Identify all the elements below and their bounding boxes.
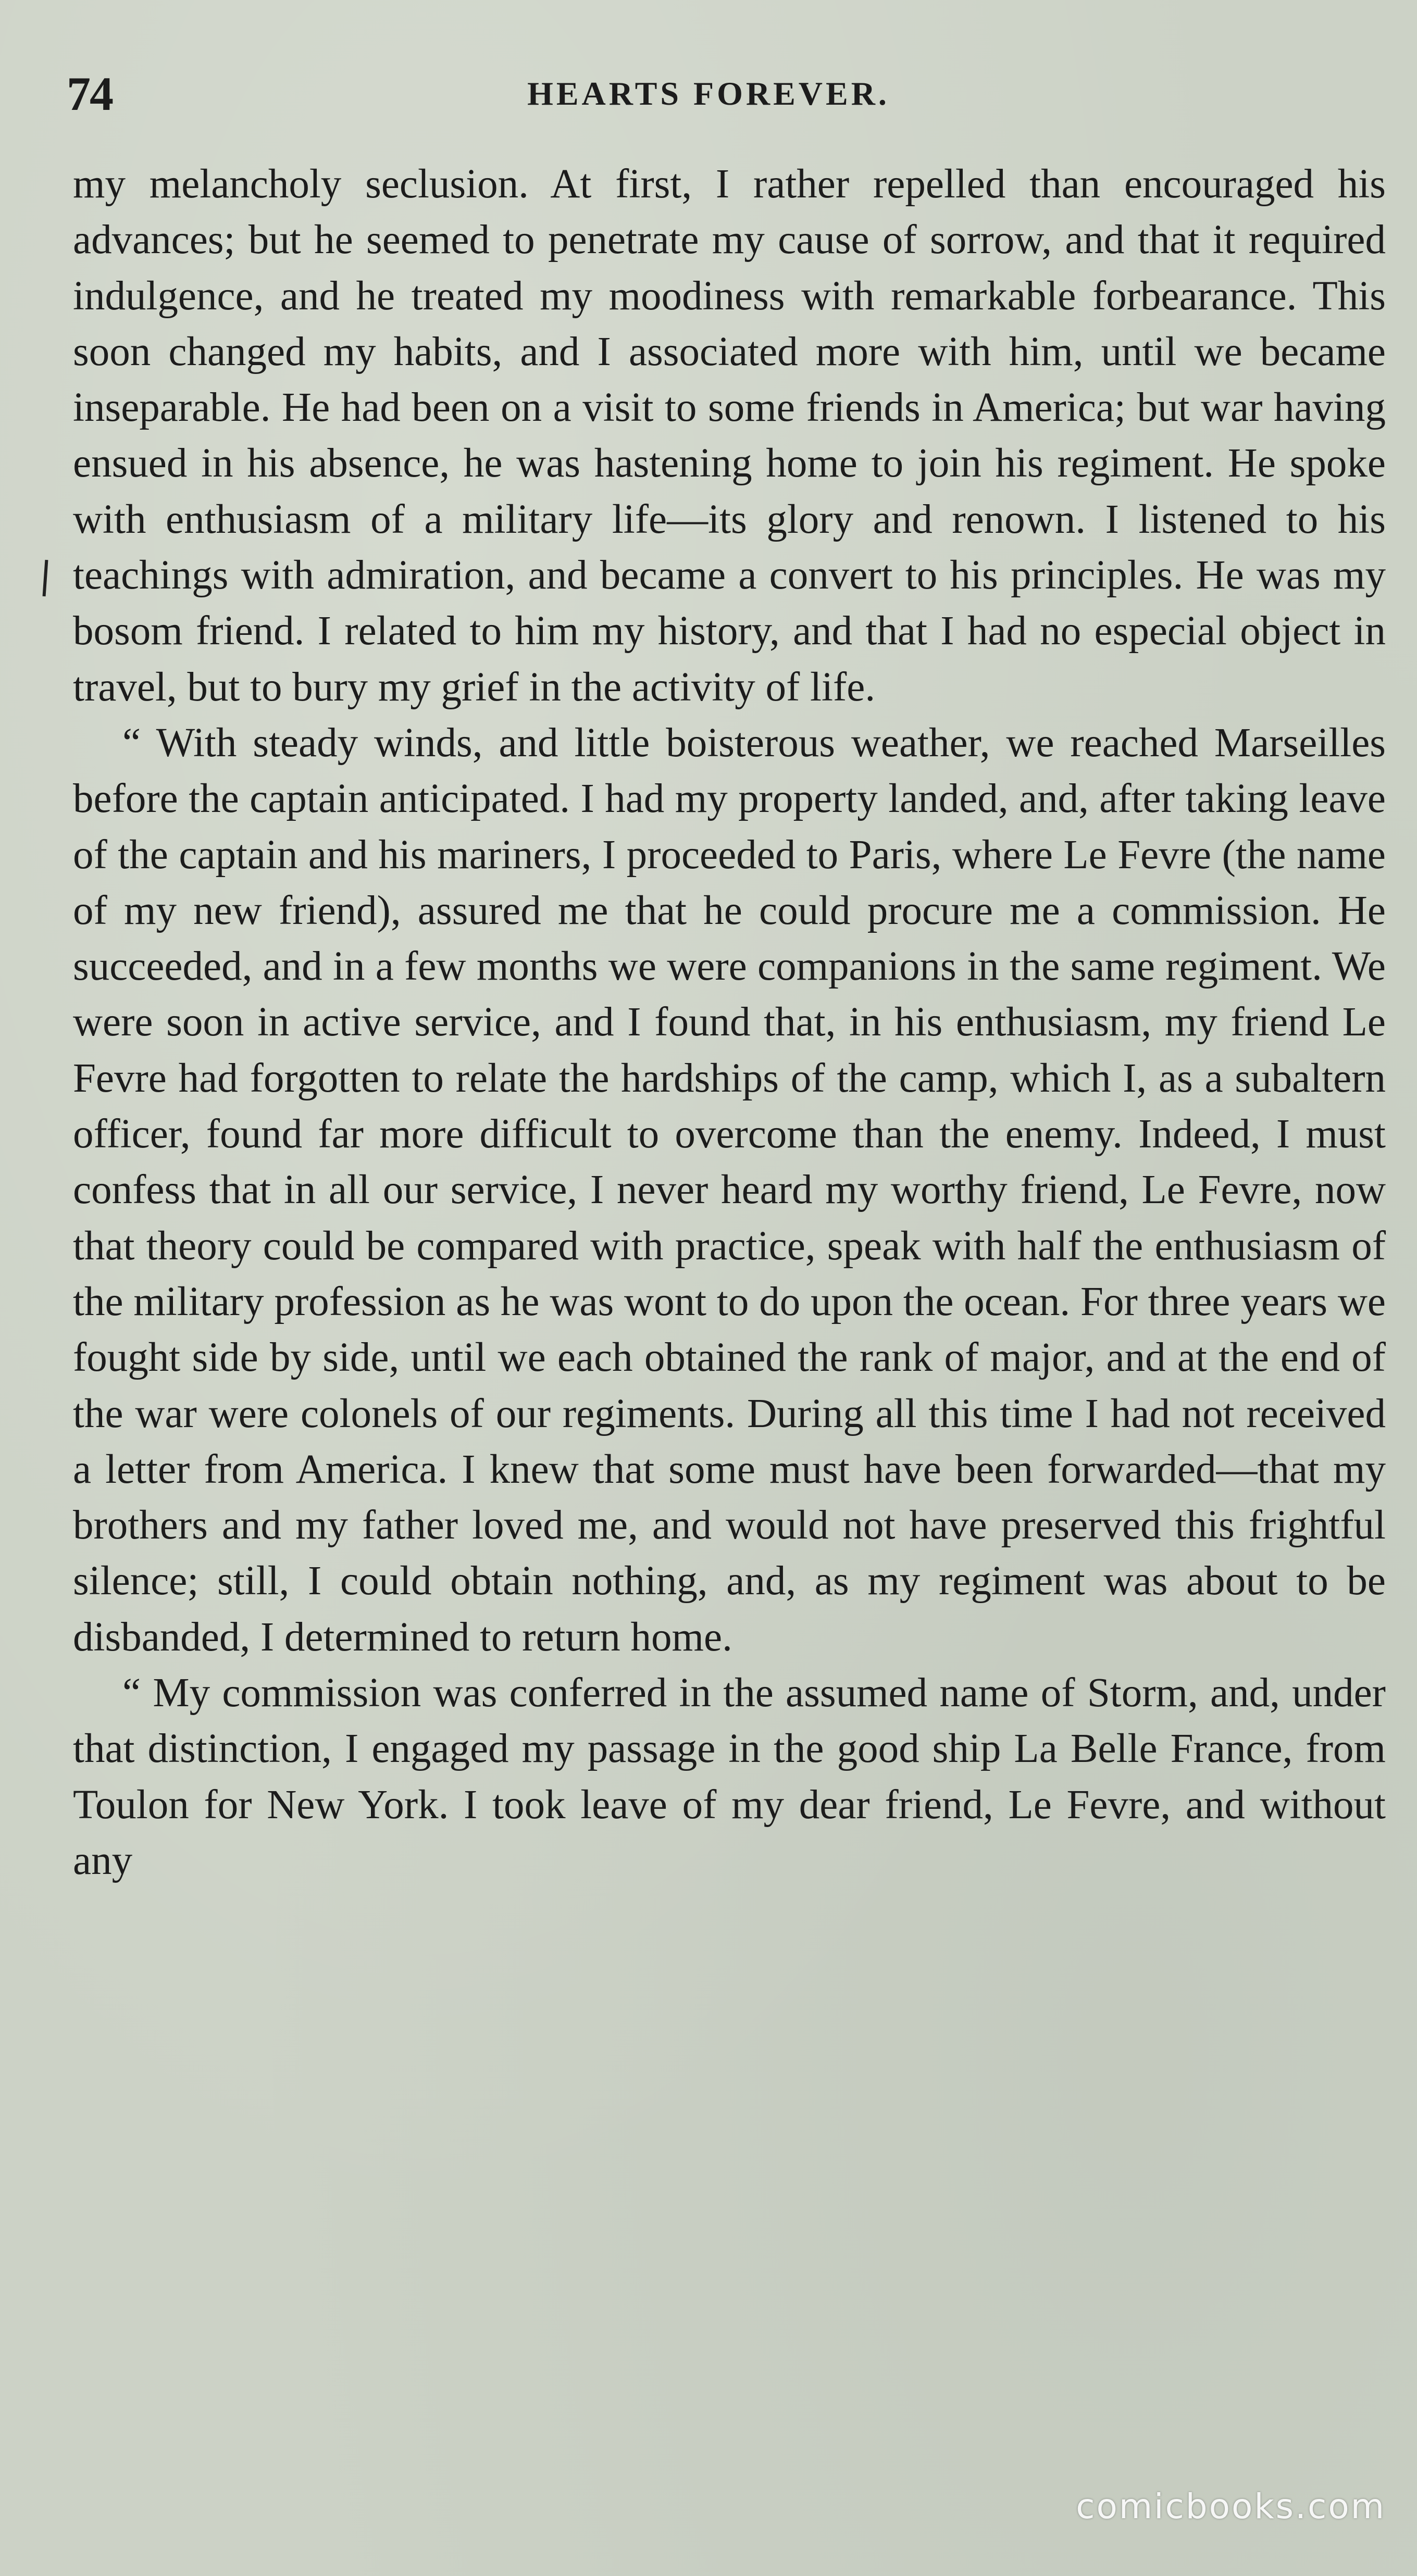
watermark-logo: comicbooks.com [1076,2486,1386,2527]
page-number: 74 [67,67,113,120]
paragraph-1: my melancholy seclusion. At first, I rather repelled than encouraged his advances; but he seemed to penetrate my cause of sorrow, and that it required indulgence, and he treated my moodiness with remarkable forbearance. This soon changed my habits, and I associated more with him, until we became inseparable. He had been on a visit to some friends in America; but war having ensued in his absence, he was hastening home to join his regiment. He spoke with enthusiasm of a military life—its glory and renown. I listened to his teachings with admiration, and became a convert to his principles. He was my bosom friend. I related to him my history, and that I had no especial object in travel, but to bury my grief in the activity of life. [73,161,1386,710]
paragraph-2: “ With steady winds, and little boisterous weather, we reached Marseilles before the captain anticipated. I had my property landed, and, after taking leave of the captain and his mariners, I proceeded to Paris, where Le Fevre (the name of my new friend), assured me that he could procure me a commission. He succeeded, and in a few months we were companions in the same regiment. We were soon in active service, and I found that, in his enthusiasm, my friend Le Fevre had forgotten to relate the hardships of the camp, which I, as a subaltern officer, found far more difficult to overcome than the enemy. Indeed, I must confess that in all our service, I never heard my worthy friend, Le Fevre, now that theory could be compared with practice, speak with half the enthusiasm of the military profession as he was wont to do upon the ocean. For three years we fought side by side, until we each obtained the rank of major, and at the end of the war were colonels of our regiments. During all this time I had not received a letter from America. I knew that some must have been forwarded—that my brothers and my father loved me, and would not have preserved this frightful silence; still, I could obtain nothing, and, as my regiment was about to be disbanded, I determined to return home. [73,720,1386,1660]
body-text [73,156,1386,1889]
paragraph-3: “ My commission was conferred in the assumed name of Storm, and, under that distinction, I engaged my passage in the good ship La Belle France, from Toulon for New York. I took leave of my dear friend, Le Fevre, and without any [73,1670,1386,1883]
running-title: HEARTS FOREVER. [527,75,890,112]
margin-mark [43,560,48,596]
page-header [0,57,1417,130]
